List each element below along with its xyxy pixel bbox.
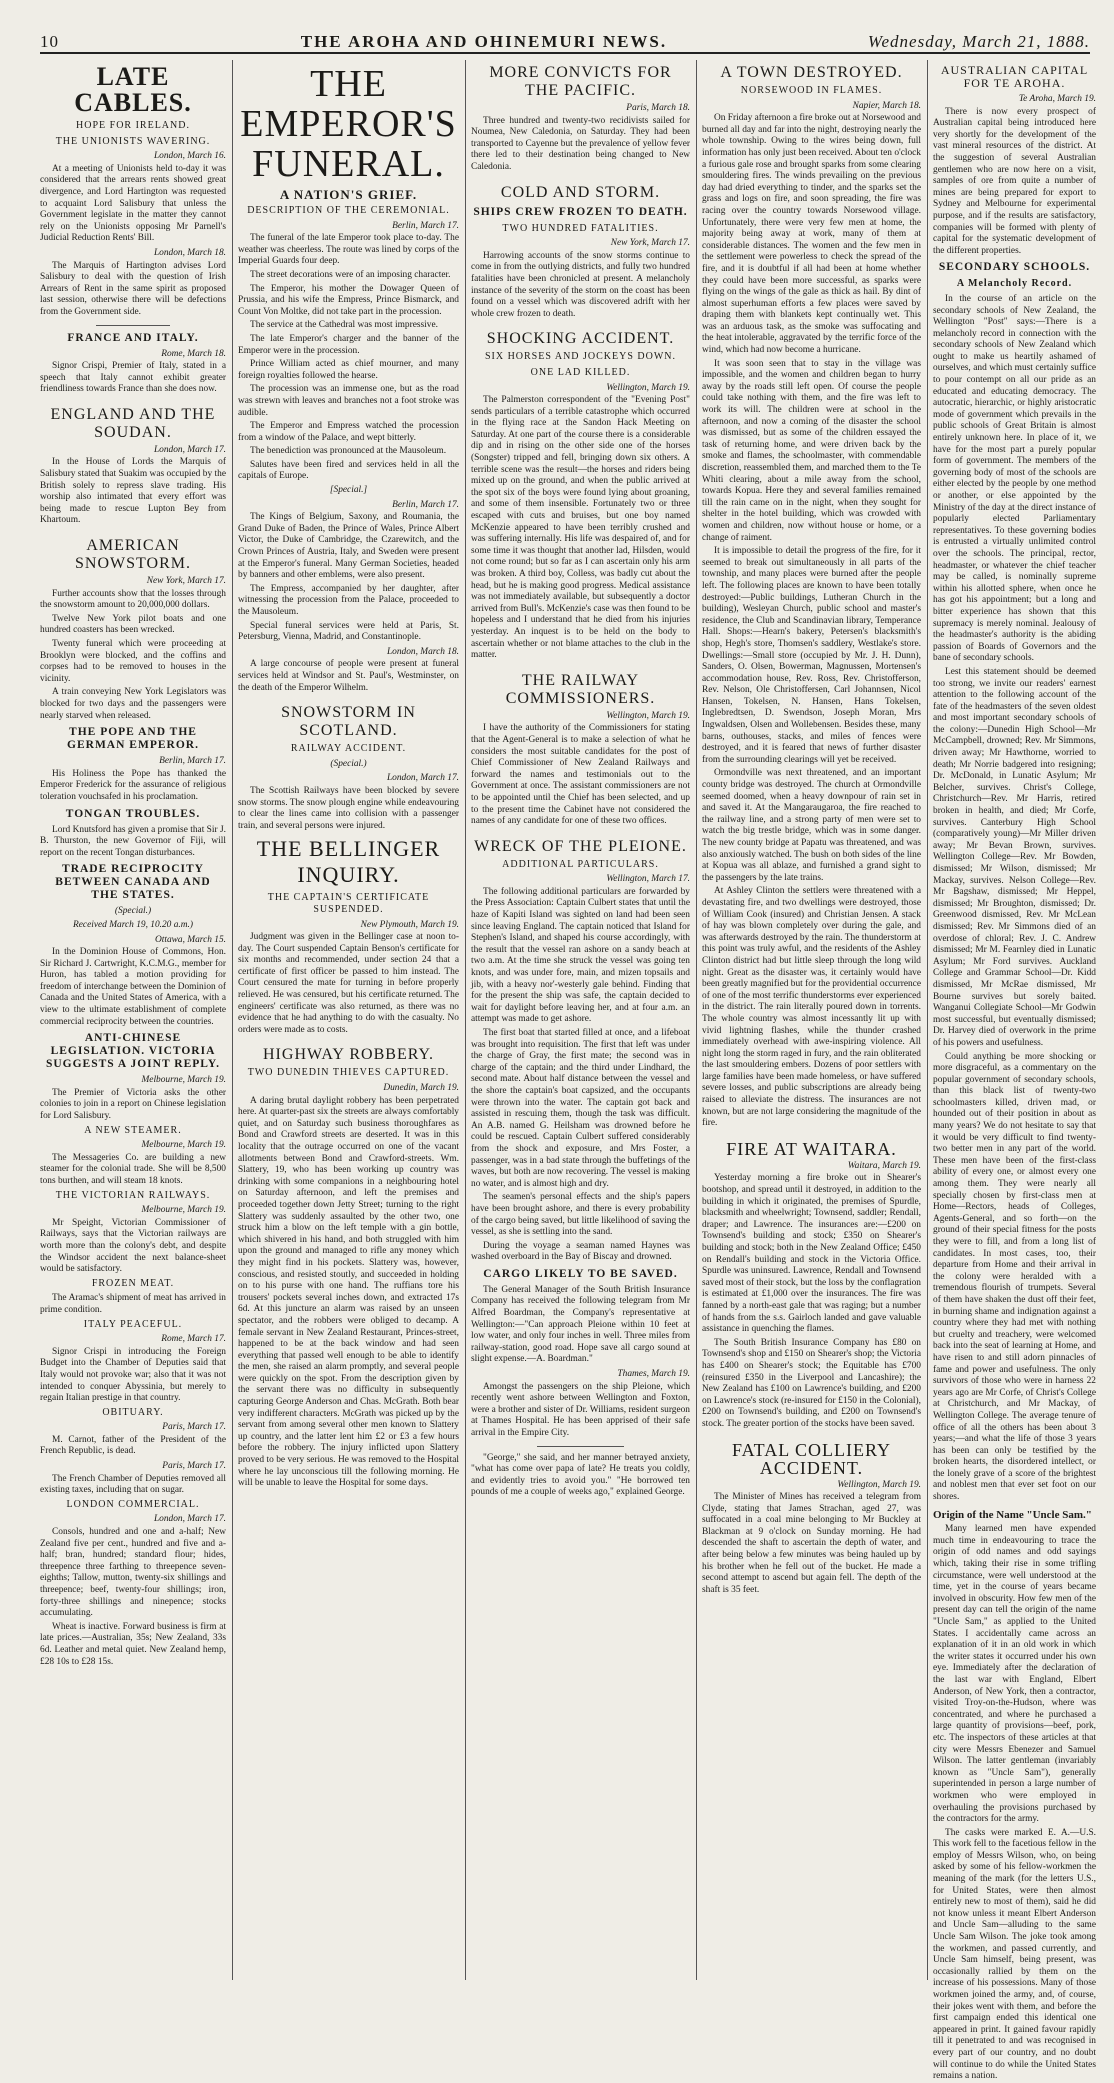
newspaper-title: THE AROHA AND OHINEMURI NEWS. — [300, 32, 668, 51]
dateline: Melbourne, March 19. — [141, 1205, 226, 1216]
dateline: Wellington, March 19. — [606, 382, 690, 393]
separator — [537, 1446, 625, 1447]
article-title: SHOCKING ACCIDENT. — [486, 330, 675, 348]
article-paragraph: The South British Insurance Company has £80 on Townsend's shop and £150 on Shearer's shop; the Victoria has £400 on Shearer's stock; the Equitable has £700 (reinsured £350 in the Liverpool and Lancashire); the New Zealand has £100 on Lawrence's building, and £200 on Lawrence's stock (re-insured for £150 in the Colonial), £200 on Townsend's building, and £200 on Townsend's stock. The greater portion of the stocks have been saved. — [702, 1337, 921, 1429]
article-title: ITALY PEACEFUL. — [83, 1318, 183, 1330]
article-paragraph: Prince William acted as chief mourner, and many foreign royalties followed the hearse. — [238, 359, 459, 381]
article-subtitle: RAILWAY ACCIDENT. — [290, 743, 407, 755]
article-title: FRANCE AND ITALY. — [67, 331, 199, 344]
article-paragraph: It is impossible to detail the progress of the fire, for it seemed to break out simultaneously in all parts of the township, and many places were burned after the people left. The following places are known to have been totally destroyed:—Public buildings, Lutheran Church in the building), Wesleyan Church, public school and master's residence, the Club and Scandinavian library, Temperance Hall. Shops:—Hearn's bakery, Petersen's blacksmith's shop, Hegh's store, Thomsen's saddlery, Westlake's store. Dwellings:—Small store (occupied by Mr. J. H. Dunn), Sanders, O. Olsen, Bowerman, Magnussen, Mortensen's accommodation house, Rev. Ross, Rev. Christofferson, Rev. Nelson, Ole Christoffersen, Carl Johannsen, Nicol Hansen, Tokelsen, N. Hansen, Hans Tokelsen, Inglebredtsen, D. Swendson, Joseph Moran, Mrs Ingwaldsen, Olsen and Wollebensen. Besides these, many barns, outhouses, stacks, and miles of fences were destroyed, and it is feared that news of further disaster from the surrounding clearings will yet be received. — [702, 546, 921, 765]
article-title: FROZEN MEAT. — [91, 1277, 175, 1289]
dateline: New York, March 17. — [610, 238, 690, 249]
section-heading: THE EMPEROR'S FUNERAL. — [240, 63, 457, 185]
article-paragraph: The procession was an immense one, but as the road was strewn with leaves and branches not a foot stroke was audible. — [238, 384, 459, 418]
dateline: Waitara, March 19. — [847, 1160, 921, 1171]
article-paragraph: The Premier of Victoria asks the other colonies to join in a report on Chinese legislation for Lord Salisbury. — [40, 1087, 226, 1122]
article-paragraph: The following additional particulars are forwarded by the Press Association: Captain Culbert states that until the haze of Kapiti Island was sighted on land had been seen since leaving England. The captain noticed that Island for Stephen's Island, and shaped his course accordingly, with the result that the vessel ran ashore on a sandy beach at two a.m. At the time she struck the vessel was going ten knots, and was under fore, main, and mizen topsails and jib, with a heavy nor'-westerly gale behind. Finding that for the present the ship was safe, the captain decided to wait for daylight before leaving her, and at four a.m. an attempt was made to get ashore. — [471, 886, 690, 1025]
section-subheading: A NATION'S GRIEF. — [279, 187, 418, 202]
article-paragraph: M. Carnot, father of the President of the French Republic, is dead. — [40, 1434, 226, 1457]
dateline: London, March 18. — [153, 247, 226, 258]
dateline: Berlin, March 17. — [392, 499, 459, 510]
article-paragraph: The General Manager of the South British Insurance Company has received the following telegram from Mr Alfred Boardman, the Company's representative at Wellington:—"Can approach Pleione within 10 feet at low water, and only four inches in well. Three miles from railway-station, good road. Hope save all cargo sound at slight expense.—A. Boardman." — [471, 1284, 690, 1365]
article-paragraph: The first boat that started filled at once, and a lifeboat was brought into requisition. The first that left was under the charge of Gray, the first mate; the second was in charge of the captain; and the third under Lindhard, the second mate. About half distance between the vessel and the shore the captain's boat capsized, and the occupants were thrown into the water. The captain got back and assisted in rescuing them, though the task was difficult. An A.B. named G. Heilsham was drowned before he could be rescued. Captain Culbert suffered considerably from the shock and exposure, and Mrs Foster, a passenger, was in a bad state through the buffetings of the waves, but both are now recovering. The vessel is making no water, and is almost high and dry. — [471, 1028, 690, 1189]
article-title: LONDON COMMERCIAL. — [66, 1498, 200, 1510]
column-1 — [40, 60, 226, 1980]
dateline: Te Aroha, March 19. — [1018, 94, 1096, 104]
issue-date: Wednesday, March 21, 1888. — [867, 32, 1090, 51]
section-heading: AUSTRALIAN CAPITAL FOR TE AROHA. — [940, 63, 1089, 90]
article-paragraph: Ormondville was next threatened, and an important county bridge was destroyed. The church at Ormondville seemed doomed, when a heavy downpour of rain set in and saved it. At the Mangaraugaroa, the fire reached to the railway line, and a strong party of men were set to watch the big trestle bridge, which was in some danger. The new county bridge at Papatu was threatened, and was also anxiously watched. The bush on both sides of the line at Kopua was all ablaze, and furnished a grand sight to the passengers by the late trains. — [702, 768, 921, 883]
dateline: Berlin, March 17. — [392, 220, 459, 231]
article-paragraph: Mr Speight, Victorian Commissioner of Railways, says that the Victorian railways are worth more than the colony's debt, and despite the Windsor accident the next balance-sheet would be satisfactory. — [40, 1217, 226, 1275]
article-paragraph: The Emperor, his mother the Dowager Queen of Prussia, and his wife the Empress, Prince Bismarck, and Count Von Moltke, did not take part in the procession. — [238, 283, 459, 317]
received-note: Received March 19, 10.20 a.m.) — [73, 919, 193, 930]
article-subtitle: THE CAPTAIN'S CERTIFICATE SUSPENDED. — [267, 892, 430, 915]
dateline: Paris, March 17. — [162, 1461, 226, 1472]
article-title: THE VICTORIAN RAILWAYS. — [55, 1189, 211, 1201]
article-subtitle: TWO HUNDRED FATALITIES. — [502, 222, 659, 234]
article-title: CARGO LIKELY TO BE SAVED. — [483, 1267, 678, 1280]
article-paragraph: His Holiness the Pope has thanked the Emperor Frederick for the assurance of religious toleration vouchsafed in his proclamation. — [40, 768, 226, 802]
article-paragraph: Signor Crispi in introducing the Foreign Budget into the Chamber of Deputies said that Italy would not provoke war; also that it was not intended to conquer Abyssinia, but merely to regain Italian prestige in that country. — [40, 1346, 226, 1404]
article-paragraph: The seamen's personal effects and the ship's papers have been brought ashore, and there is every probability of the cargo being saved, but little likelihood of saving the vessel, as she is settling into the sand. — [471, 1192, 690, 1238]
article-paragraph: In the Dominion House of Commons, Hon. Sir Richard J. Cartwright, K.C.M.G., member for Huron, has tabled a motion providing for freedom of interchange between the Dominion of Canada and the United States of America, with a view to the ultimate establishment of complete commercial reciprocity between the countries. — [40, 947, 226, 1027]
section-heading: LATE CABLES. — [74, 62, 192, 117]
special-note: (Special.) — [330, 758, 367, 769]
article-paragraph: Twenty funeral which were proceeding at Brooklyn were blocked, and the coffins and corpses had to be removed to houses in the vicinity. — [40, 639, 226, 684]
separator — [96, 325, 170, 326]
dateline: Paris, March 18. — [626, 103, 690, 113]
article-paragraph: The Marquis of Hartington advises Lord Salisbury to deal with the question of Irish Arrears of Rent in the same spirit as proposed last session, otherwise there will be defections from the Government side. — [40, 260, 226, 317]
dateline: Melbourne, March 19. — [141, 1140, 226, 1151]
article-title: SECONDARY SCHOOLS. — [938, 261, 1091, 274]
special-note: [Special.] — [329, 485, 368, 496]
article-paragraph: Twelve New York pilot boats and one hundred coasters has been wrecked. — [40, 613, 226, 636]
article-paragraph: The Kings of Belgium, Saxony, and Roumania, the Grand Duke of Baden, the Prince of Wales, Prince Albert Victor, the Duke of Cambridge, the Czarewitch, and the Crown Princes of Austria, Italy, and Sweden were present at the Emperor's funeral. Many German Societies, headed by banners and other emblems, were also present. — [238, 512, 459, 581]
section-subheading: DESCRIPTION OF THE CEREMONIAL. — [247, 205, 450, 216]
article-paragraph: The funeral of the late Emperor took place to-day. The weather was cheerless. The route was lined by corps of the Imperial Guards four deep. — [238, 233, 459, 267]
dateline: London, March 17. — [153, 444, 226, 455]
article-paragraph: There is now every prospect of Australian capital being introduced here very shortly for the development of the vast mineral resources of the district. At the suggestion of several Australian gentlemen who are now here on a visit, samples of ore from quite a number of mines are being prepared for export to Sydney and Melbourne for experimental purpose, and if the results are satisfactory, companies will be formed with plenty of capital for the systematic development of the different properties. — [933, 106, 1096, 256]
dateline: Ottawa, March 15. — [154, 934, 226, 945]
article-subtitle: TWO DUNEDIN THIEVES CAPTURED. — [247, 1067, 450, 1079]
article-paragraph: Wheat is inactive. Forward business is firm at late prices.—Australian, 35s; New Zealand, 33s 6d. Leather and metal quiet. New Zealand hemp, £28 10s to £28 15s. — [40, 1621, 226, 1667]
article-paragraph: The Aramac's shipment of meat has arrived in prime condition. — [40, 1293, 226, 1315]
column-2 — [238, 60, 459, 1980]
dateline: Melbourne, March 19. — [141, 1075, 226, 1086]
dateline: Berlin, March 17. — [159, 756, 226, 767]
special-note: (Special.) — [114, 906, 152, 917]
article-title: FIRE AT WAITARA. — [726, 1138, 897, 1159]
article-title: THE UNIONISTS WAVERING. — [55, 135, 211, 147]
dateline: Wellington, March 17. — [606, 874, 690, 885]
article-title: ENGLAND AND THE SOUDAN. — [50, 405, 216, 441]
column-rule — [927, 60, 928, 1980]
article-paragraph: In the House of Lords the Marquis of Salisbury stated that Suakim was occupied by the British solely to repress slave trading. His worship also intimated that every effort was being made to rescue Lupton Bey from Khartoum. — [40, 457, 226, 526]
article-title: WRECK OF THE PLEIONE. — [474, 837, 687, 855]
article-subtitle: ADDITIONAL PARTICULARS. — [502, 858, 659, 870]
page-number: 10 — [40, 32, 59, 51]
dateline: Dunedin, March 19. — [383, 1083, 459, 1094]
section-subheading: NORSEWOOD IN FLAMES. — [740, 85, 883, 96]
article-paragraph: I have the authority of the Commissioners for stating that the Agent-General is to make a selection of what he considers the most suitable candidates for the post of Chief Commissioner of New Zealand Railways and forward the names and testimonials out to the Government at once. The assistant commissioners are not to be appointed until the Chief has been selected, and up to the present time the Cabinet have not considered the names of any candidate for one of these two offices. — [471, 723, 690, 827]
dateline: Napier, March 18. — [852, 100, 921, 111]
article-paragraph: The street decorations were of an imposing character. — [250, 269, 451, 280]
column-rule — [696, 60, 697, 1980]
article-paragraph: Consols, hundred and one and a-half; New Zealand five per cent., hundred and five and a-half; bran, hundred; standard flour; hides, threepence three farthing to threepence seven-eighths; Tallow, mutton, twenty-six shillings and threepence; beef, twenty-four shillings; iron, forty-three shillings and ninepence; stocks accumulating. — [40, 1527, 226, 1619]
dateline: Paris, March 17. — [162, 1422, 226, 1433]
article-title: AMERICAN SNOWSTORM. — [75, 537, 191, 573]
article-paragraph: At a meeting of Unionists held to-day it was considered that the arrears rents showed great divergence, and Lord Hartington was requested to acquaint Lord Salisbury that unless the Government legislate in the matter they cannot rely on the Unionists opposing Mr Parnell's Judicial Reduction Rents' Bill. — [40, 163, 226, 244]
article-subtitle: A Melancholy Record. — [956, 278, 1073, 290]
article-title: THE POPE AND THE GERMAN EMPEROR. — [67, 726, 199, 752]
article-paragraph: In the course of an article on the secondary schools of New Zealand, the Wellington "Post" says:—There is a melancholy record in connection with the secondary schools of New Zealand which ought to make us heartily ashamed of ourselves, and which must certainly suffice to pour contempt on all our pride as an educated and educating democracy. The autocratic, hierarchic, or highly aristocratic mode of government which prevails in the public schools of Great Britain is almost entirely unknown here. In place of it, we have for the most part a purely popular form of government. The members of the governing body of most of the schools are either elected by the people by one method or another, or else appointed by the Ministry of the day at the direct instance of popularly elected Parliamentary representatives. To these governing bodies is entrusted a virtually unlimited control over the schools. The principal, rector, headmaster, or whatever the chief teacher may be called, is nominally supreme within his allotted sphere, when once he has got his appointment; but a long and bitter experience has shown that this supremacy is merely nominal. Jealousy of the headmaster's authority is the abiding passion of Boards of Governors and the bane of secondary schools. — [933, 293, 1096, 664]
article-paragraph: The Messageries Co. are building a new steamer for the colonial trade. She will be 8,500 tons burthen, and will steam 18 knots. — [40, 1152, 226, 1186]
section-heading: MORE CONVICTS FOR THE PACIFIC. — [489, 64, 672, 99]
dateline: London, March 16. — [153, 151, 226, 162]
article-paragraph: A daring brutal daylight robbery has been perpetrated here. At quarter-past six the streets are always comfortably quiet, and on Saturday such business thoroughfares as Bond and Crawford streets are deserted. It was in this locality that the outrage occurred on one of the vacant allotments between Bond and Crawford-streets. Wm. Slattery, 19, who has been working up country was drinking with some companions in a neighbouring hotel on Saturday afternoon, and left the premises and proceeded together down Jetty Street; turning to the right Slattery was suddenly assaulted by the other two, one struck him a blow on the left temple with a gin bottle, which shivered in his hand, and both struggled with him upon the ground and managed to rifle any money which they might find in his pockets. Slattery was, however, conscious, and resisted stoutly, and succeeded in holding on to his purse with one hand. The ruffians tore his trousers' pockets several inches down, and extracted 17s 6d. At this juncture an alarm was raised by an unseen spectator, and the robbers were obliged to decamp. A female servant in New Zealand Restaurant, Princes-street, happened to be at the back window and had seen everything that passed well enough to be able to identify the men, she raised an alarm promptly, and several people were quickly on the spot. From the description given by the servant there was no difficulty in subsequently capturing George Anderson and Chas. McGrath. Both bear very indifferent characters. McGrath was picked up by the servant from among several other men known to Slattery up country, and the latter lent him £2 or £3 a few hours before the robbery. The injury inflicted upon Slattery proved to be very serious. He was removed to the Hospital where he lay unconscious till the following morning. He will be unable to leave the Hospital for some days. — [238, 1095, 459, 1489]
dateline: Wellington, March 19. — [606, 710, 690, 721]
article-title: HIGHWAY ROBBERY. — [263, 1046, 434, 1064]
column-rule — [465, 60, 466, 1980]
section-heading: A TOWN DESTROYED. — [720, 64, 903, 81]
article-paragraph: During the voyage a seaman named Haynes was washed overboard in the Bay of Biscay and drowned. — [471, 1240, 690, 1263]
article-paragraph: The Minister of Mines has received a telegram from Clyde, stating that James Strachan, aged 27, was suffocated in a coal mine belonging to Mr Buckley at Blackman at 9 o'clock on Sunday morning. He had descended the shaft to ascertain the depth of water, and after being below a few minutes was being hauled up by his brother when he fell out of the bucket. He made a second attempt to ascend but again fell. The depth of the shaft is 35 feet. — [702, 1492, 921, 1595]
column-3 — [471, 60, 690, 1980]
article-paragraph: A train conveying New York Legislators was blocked for two days and the passengers were nearly starved when released. — [40, 687, 226, 721]
article-paragraph: The casks were marked E. A.—U.S. This work fell to the facetious fellow in the employ of Messrs Wilson, who, on being asked by some of his fellow-workmen the meaning of the mark (for the letters U.S., for United States, were then almost entirely new to most of them), said he did not know unless it meant Elbert Anderson and Uncle Sam—alluding to the same Uncle Sam Wilson. The joke took among the workmen, and passed currently, and Uncle Sam himself, being present, was occasionally rallied by them on the increase of his possessions. Many of those workmen joined the army, and, of course, their jokes went with them, and before the first campaign ended this identical one appeared in print. It gained favour rapidly till it penetrated to and was recognised in every part of our country, and no doubt will continue to do while the United States remains a nation. — [933, 1827, 1096, 2082]
column-rule — [232, 60, 233, 1980]
article-paragraph: The Emperor and Empress watched the procession from a window of the Palace, and wept bitterly. — [238, 421, 459, 443]
article-paragraph: The Palmerston correspondent of the "Evening Post" sends particulars of a terrible catastrophe which occurred in the flying race at the Sandon Hack Meeting on Saturday. At one part of the course there is a considerable dip and in rising on the other side one of the horses (Songster) tripped and fell, bringing down six others. A terrible scene was the result—the horses and riders being mixed up on the ground, and when the public arrived at the spot six of the boys were found lying about groaning, and some of them insensible. Fortunately two or three escaped with cuts and bruises, but one boy named McKenzie appeared to have been terribly crushed and was suffering internally. His life was despaired of, and for some time it was thought that another lad, Hilsden, would not come round; but so far as I can ascertain only his arm was broken. A third boy, Colless, was badly cut about the head, but he is making good progress. Medical assistance was not immediately available, but subsequently a doctor arrived from Bull's. McKenzie's case was then found to be hopeless and I understand that he died from his injuries yesterday. An inquest is to be held on the body to ascertain whether or not blame attaches to the club in the matter. — [471, 395, 690, 661]
article-paragraph: Amongst the passengers on the ship Pleione, which recently went ashore between Wellington and Foxton, were a brother and sister of Dr. Williams, resident surgeon at Thames Hospital. He has been apprised of their safe arrival in the Empire City. — [471, 1381, 690, 1438]
article-paragraph: Yesterday morning a fire broke out in Shearer's bootshop, and spread until it destroyed, in addition to the building in which it originated, the premises of Spurdle, blacksmith and wheelwright; Townsend, saddler; Rendall, draper; and Lawrence. The insurances are:—£200 on Townsend's building and stock; £350 on Shearer's building and stock; both in the New Zealand Office; £450 on Rendall's building and stock in the Victoria Office. Spurdle was uninsured. Lawrence, Rendall and Townsend saved most of their stock, but the loss by the conflagration is estimated at £1,000 over the insurances. The fire was fanned by a north-east gale that was raging; but a number of hands from the s.s. Gairloch landed and gave valuable assistance in quenching the flames. — [702, 1173, 921, 1335]
article-subtitle: SHIPS CREW FROZEN TO DEATH. — [473, 205, 688, 218]
article-subtitle: ONE LAD KILLED. — [530, 366, 631, 378]
dateline: London, March 17. — [386, 773, 459, 784]
dateline: London, March 17. — [153, 1514, 226, 1525]
article-paragraph: At Ashley Clinton the settlers were threatened with a devastating fire, and two dwellings were destroyed, those of William Cook (insured) and Christian Jensen. A stack of hay was blown completely over during the gale, and was afterwards destroyed by the rain. The thunderstorm at this point was truly awful, and the residents of the Ashley Clinton district had but little sleep through the long wild night. Great as the disaster was, it certainly would have been greatly magnified but for the providential occurrence of one of the most terrific thunderstorms ever experienced in the district. The rain literally poured down in torrents. The whole country was almost incessantly lit up with vivid lightning flashes, while the thunder crashed immediately overhead with awe-inspiring violence. All night long the storm raged in fury, and the rain obliterated the last smouldering embers. Dozens of poor settlers with large families have been made homeless, or have suffered severe losses, and public subscriptions are already being raised to alleviate the distress. The insurances are not known, but are not large considering the magnitude of the fire. — [702, 886, 921, 1129]
article-paragraph: The benediction was pronounced at the Mausoleum. — [250, 446, 447, 457]
article-paragraph: The service at the Cathedral was most impressive. — [250, 320, 438, 331]
article-paragraph: Judgment was given in the Bellinger case at noon to-day. The Court suspended Captain Benson's certificate for six months and recommended, under section 24 that a certificate of first officer be passed to him instead. The Court censured the mate for turning in before properly relieved. He was censured, but his certificate returned. The engineers' certificate was also returned, as there was no evidence that he had anything to do with the casualty. No orders were made as to costs. — [238, 932, 459, 1035]
dateline: Thames, March 19. — [617, 1369, 690, 1380]
article-paragraph: Lord Knutsford has given a promise that Sir J. B. Thurston, the new Governor of Fiji, will report on the recent Tongan disturbances. — [40, 824, 226, 858]
article-title: THE BELLINGER INQUIRY. — [256, 836, 441, 888]
article-paragraph: The late Emperor's charger and the banner of the Emperor were in the procession. — [238, 333, 459, 356]
column-4 — [702, 60, 921, 1980]
column-5 — [933, 60, 1096, 2082]
article-paragraph: It was soon seen that to stay in the village was impossible, and the women and children began to hurry away by the roads still left open. Of course the people could take nothing with them, and the fire was left to work its will. The children were at school in the afternoon, and now a coming of the disaster the school was dismissed, but as some of the children essayed the task of returning home, and were driven back by the smoke and flames, the schoolmaster, with commendable discretion, reassembled them, and marched them to the Te Whiti clearing, about a mile away from the school, towards Kopua. Here they and several families remained till the rain came on in the night, when they sought for shelter in the hotel building, which was crowded with women and children, now without house or home, or a change of raiment. — [702, 358, 921, 543]
dateline: London, March 18. — [386, 646, 459, 657]
dateline: Rome, March 18. — [161, 348, 226, 359]
article-paragraph: Special funeral services were held at Paris, St. Petersburg, Vienna, Madrid, and Constantinople. — [238, 620, 459, 643]
article-title: A NEW STEAMER. — [84, 1124, 182, 1136]
article-title: ANTI-CHINESE LEGISLATION. VICTORIA SUGGESTS A JOINT REPLY. — [45, 1032, 221, 1071]
masthead — [40, 28, 1090, 54]
article-title: TRADE RECIPROCITY BETWEEN CANADA AND THE STATES. — [55, 863, 211, 902]
dateline: Wellington, March 19. — [837, 1479, 921, 1490]
article-paragraph: Signor Crispi, Premier of Italy, stated in a speech that Italy cannot exhibit greater friendliness towards France than she does now. — [40, 361, 226, 395]
article-title: Origin of the Name "Uncle Sam." — [933, 1508, 1092, 1521]
article-paragraph: Salutes have been fired and services held in all the capitals of Europe. — [238, 459, 459, 482]
article-paragraph: Harrowing accounts of the snow storms continue to come in from the outlying districts, and fully two hundred fatalities have been chronicled at present. A melancholy instance of the severity of the storm on the coast has been found on a vessel which was discovered adrift with her whole crew frozen to death. — [471, 250, 690, 319]
section-subheading: HOPE FOR IRELAND. — [76, 120, 190, 131]
article-paragraph: Further accounts show that the losses through the snowstorm amount to 20,000,000 dollars. — [40, 588, 226, 611]
dateline: New Plymouth, March 19. — [360, 919, 459, 930]
article-paragraph: On Friday afternoon a fire broke out at Norsewood and burned all day and far into the night, destroying nearly the whole township. Owing to the wires being down, full information has only just been received. About ten o'clock a furious gale rose and brought sparks from some clearing smouldering fires. The winds prevailing on the previous day had dried everything to tinder, and the sparks set the grass and logs on fire, and soon spreading, the fire was racing over the country towards Norsewood village. Unfortunately, there were very few men at home, the majority being away at work, many of them at considerable distances. The women and the few men in the settlement were powerless to check the spread of the fire, and it is doubtful if all had been at home whether they could have been more successful, as sparks were flying on the wings of the gale as thick as hail. By dint of almost superhuman efforts a few places were saved by draping them with blankets kept continually wet. This was an arduous task, as the smoke was suffocating and the heat intolerable, aggravated by the terrific force of the wind, which had now become a hurricane. — [702, 113, 921, 356]
article-title: FATAL COLLIERY ACCIDENT. — [731, 1439, 892, 1478]
article-title: TONGAN TROUBLES. — [65, 807, 201, 820]
article-subtitle: SIX HORSES AND JOCKEYS DOWN. — [484, 351, 677, 363]
article-title: SNOWSTORM IN SCOTLAND. — [281, 704, 416, 740]
dateline: Rome, March 17. — [161, 1334, 226, 1345]
article-title: OBITUARY. — [102, 1406, 164, 1418]
article-paragraph: Three hundred and twenty-two recidivists sailed for Noumea, New Caledonia, on Saturday. They had been transported to Cayenne but the prevalence of yellow fever there led to their destination being changed to New Caledonia. — [471, 115, 690, 172]
article-paragraph: The Scottish Railways have been blocked by severe snow storms. The snow plough engine while endeavouring to clear the lines came into collision with a passenger train, and several persons were injured. — [238, 785, 459, 831]
article-title: THE RAILWAY COMMISSIONERS. — [505, 671, 656, 707]
dateline: New York, March 17. — [146, 576, 226, 587]
article-title: COLD AND STORM. — [500, 183, 661, 201]
article-paragraph: The French Chamber of Deputies removed all existing taxes, including that on sugar. — [40, 1473, 226, 1496]
article-paragraph: Could anything be more shocking or more disgraceful, as a commentary on the popular government of secondary schools, than this black list of twenty-two schoolmasters killed, driven mad, or hounded out of their position in about as many years? We do not hesitate to say that it would be very difficult to find twenty-two better men in any part of the world. These men have been of the first-class ability of every one, or almost every one among them. They were nearly all specially chosen by first-class men at Home—Rectors, heads of Colleges, Agents-General, and so forth—on the ground of their special fitness for the posts they were to fill, and from a long list of candidates. In most cases, too, their departure from Home and their arrival in the colony were heralded with a tremendous flourish of trumpets. Several of them have shaken the dust off their feet, in burning shame and indignation against a country where they had met with nothing but cruelty and treachery, were welcomed back into the seat of learning at Home, and have risen to and still adorn pinnacles of fame and power and usefulness. The only survivors of those who were in harness 22 years ago are Mr Corfe, of Christ's College at Christchurch, and Mr Mackay, of Wellington College. The average tenure of office of all the others has been about 3 years;—and what the life of those 3 years has been can only be testified by the broken hearts, the disordered intellect, or the lonely grave of a score of the brightest and noblest men that ever set foot on our shores. — [933, 1051, 1096, 1503]
article-paragraph: Many learned men have expended much time in endeavouring to trace the origin of odd names and odd sayings which, taking their rise in some trifling circumstance, were well understood at the time, yet in the course of years became involved in obscurity. How few men of the present day can tell the origin of the name "Uncle Sam," as applied to the United States. I accidentally came across an explanation of it in an old work in which the writer states it occurred under his own eye. Immediately after the declaration of the last war with England, Elbert Anderson, of New York, then a contractor, visited Troy-on-the-Hudson, where was concentrated, and where he purchased a large quantity of provisions—beef, pork, etc. The inspectors of these articles at that city were Messrs Ebenezer and Samuel Wilson. The latter gentleman (invariably known as "Uncle Sam"), generally superintended in person a large number of workmen who were employed in overhauling the provisions purchased by the contractors for the army. — [933, 1524, 1096, 1825]
article-paragraph: The Empress, accompanied by her daughter, after witnessing the procession from the Palace, proceeded to the Mausoleum. — [238, 583, 459, 617]
article-paragraph: "George," she said, and her manner betrayed anxiety, "what has come over papa of late? He treats you coldly, and evidently tries to avoid you." "He borrowed ten pounds of me a couple of weeks ago," explained George. — [471, 1452, 690, 1498]
article-paragraph: Lest this statement should be deemed too strong, we invite our readers' earnest attention to the following account of the fate of the headmasters of the seven oldest and most important secondary schools of the colony:—Dunedin High School—Mr McCampbell, drowned; Rev. Mr Simmons, driven away; Mr Hawthorne, worried to death; Mr Norrie badgered into resigning; Dr. McDonald, in Lunatic Asylum; Mr Belcher, survives. Christ's College, Christchurch—Rev. Mr Harris, retired broken in health, and died; Mr Corfe, survives. Canterbury High School (comparatively young)—Mr Miller driven away; Mr Bevan Brown, survives. Wellington College—Rev. Mr Bowden, dismissed; Mr Wilson, dismissed; Mr Mackay, survives. Nelson College—Rev. Mr Bagshaw, dismissed; Mr Heppel, dismissed; Mr Broughton, dismissed; Dr. Greenwood dismissed, Rev. Mr McLean dismissed; Rev. Mr Simmons died of an overdose of chloral; Rev. J. C. Andrew dismissed; Mr M. Fearnley died in Lunatic Asylum; Mr Ford survives. Auckland College and Grammar School—Dr. Kidd dismissed, Mr McRae dismissed, Mr Bourne survives but sorely baited. Wanganui Collegiate School—Mr Godwin most successful, but eventually dismissed; Dr. Harvey died of overwork in the prime of his powers and usefulness. — [933, 666, 1096, 1048]
article-paragraph: A large concourse of people were present at funeral services held at Windsor and St. Paul's, Westminster, on the death of the Emperor Wilhelm. — [238, 659, 459, 693]
